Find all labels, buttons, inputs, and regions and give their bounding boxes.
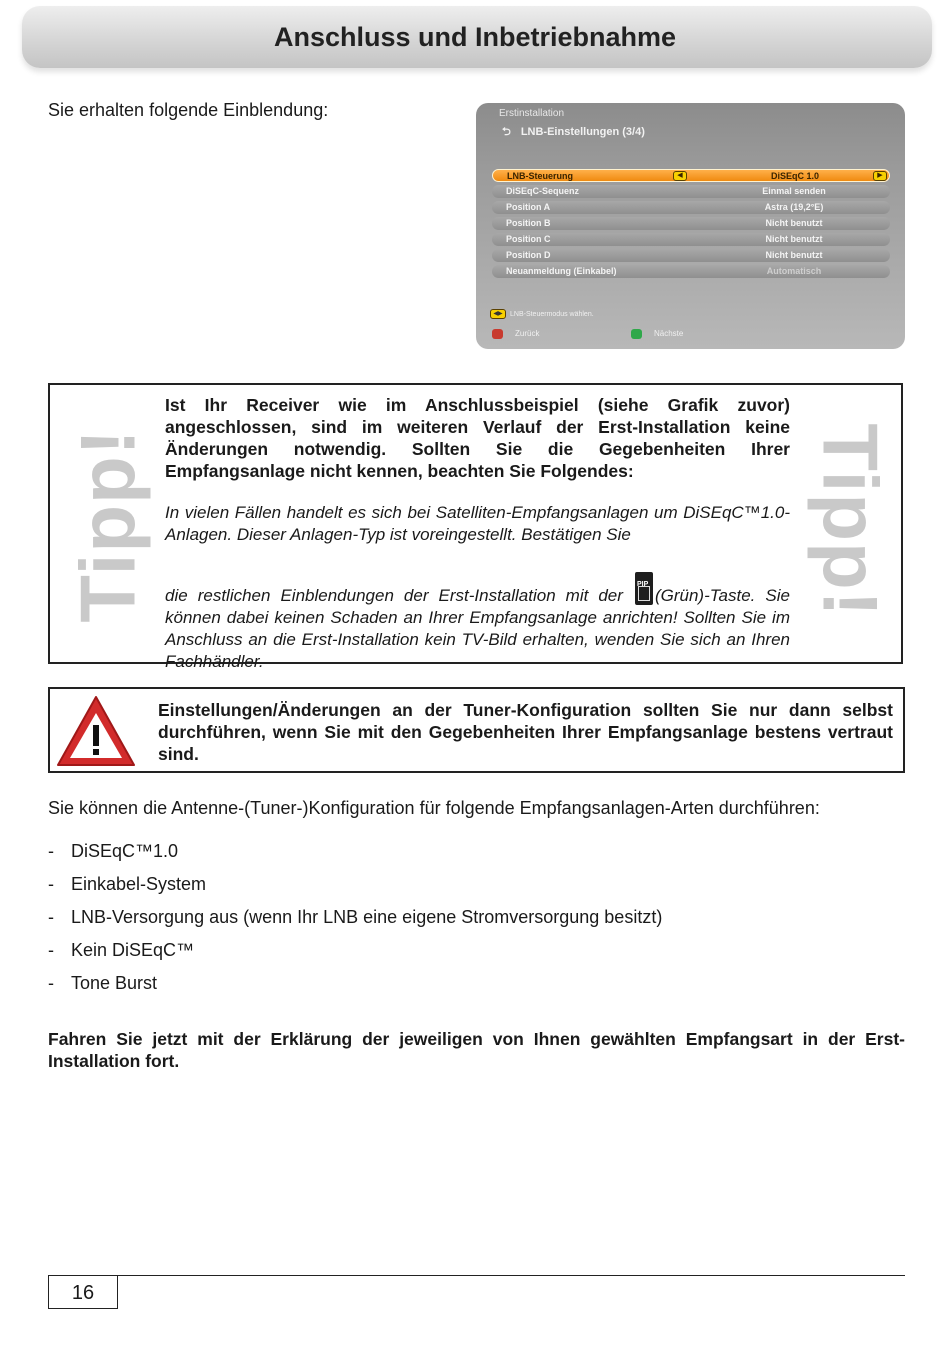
screen-hint bbox=[490, 309, 594, 319]
row-label: LNB-Steuerung bbox=[507, 171, 573, 181]
row-label: Position A bbox=[506, 202, 551, 212]
bullet: - bbox=[48, 907, 54, 927]
next-label: Nächste bbox=[654, 329, 684, 339]
back-arrow-icon: ⮌ bbox=[502, 126, 511, 138]
tip-watermark-left: Tipp! bbox=[63, 428, 152, 623]
row-value: Astra (19,2°E) bbox=[764, 202, 824, 212]
pip-key-icon bbox=[635, 572, 653, 605]
list-item-text: LNB-Versorgung aus (wenn Ihr LNB eine eigene Stromversorgung besitzt) bbox=[71, 907, 663, 927]
row-label: Position C bbox=[506, 234, 551, 244]
tip-italic-part: die restlichen Einblendungen der Erst-Installation mit der bbox=[165, 586, 623, 605]
hint-text: LNB-Steuermodus wählen. bbox=[510, 310, 594, 318]
bullet: - bbox=[48, 973, 54, 993]
row-value: Automatisch bbox=[766, 266, 822, 276]
intro-text: Sie erhalten folgende Einblendung: bbox=[48, 100, 329, 120]
warning-text: Einstellungen/Änderungen an der Tuner-Konfiguration sollten Sie nur dann selbst durchführen, wenn Sie mit den Gegebenheiten Ihrer Empfangsanlage bestens vertraut sind. bbox=[158, 700, 893, 764]
list-item-text: Tone Burst bbox=[71, 973, 158, 993]
bullet: - bbox=[48, 874, 54, 894]
settings-row[interactable] bbox=[492, 201, 890, 214]
bullet: - bbox=[48, 841, 54, 861]
settings-row[interactable] bbox=[492, 249, 890, 262]
page-number: 16 bbox=[48, 1275, 118, 1309]
settings-row[interactable] bbox=[492, 265, 890, 278]
left-right-key-icon: ◀▶ bbox=[490, 309, 506, 319]
back-button[interactable] bbox=[492, 329, 539, 339]
footer-rule bbox=[48, 1275, 905, 1276]
row-value: Einmal senden bbox=[762, 186, 826, 196]
row-label: DiSEqC-Sequenz bbox=[506, 186, 580, 196]
bullet: - bbox=[48, 940, 54, 960]
screen-subtitle bbox=[502, 123, 645, 142]
closing-note: Fahren Sie jetzt mit der Erklärung der jeweiligen von Ihnen gewählten Empfangsart in der Erst-Installation fort. bbox=[48, 1029, 905, 1071]
settings-row[interactable] bbox=[492, 185, 890, 198]
next-button[interactable] bbox=[631, 329, 683, 339]
tv-screenshot bbox=[476, 103, 905, 349]
screen-subtitle-text: LNB-Einstellungen (3/4) bbox=[520, 126, 645, 138]
row-value: DiSEqC 1.0 bbox=[770, 171, 819, 181]
row-value: Nicht benutzt bbox=[765, 250, 823, 260]
tip-box bbox=[48, 383, 903, 671]
list-item-text: DiSEqC™1.0 bbox=[71, 841, 179, 861]
row-label: Position D bbox=[506, 250, 551, 260]
list-item-text: Kein DiSEqC™ bbox=[71, 940, 195, 960]
screen-title: Erstinstallation bbox=[499, 108, 565, 119]
settings-row[interactable] bbox=[492, 233, 890, 246]
green-key-icon bbox=[631, 329, 642, 339]
tip-italic-text: In vielen Fällen handelt es sich bei Satelliten-Empfangsanlagen um DiSEqC™1.0-Anlagen. Dieser Anlagen-Typ ist voreingestellt. Bestätigen Sie bbox=[165, 503, 790, 544]
arrow-left-icon[interactable]: ◀ bbox=[673, 171, 687, 181]
settings-row-lnb-steuerung[interactable] bbox=[492, 169, 890, 182]
back-label: Zurück bbox=[515, 329, 540, 339]
warning-triangle-icon bbox=[54, 693, 138, 769]
page-title: Anschluss und Inbetriebnahme bbox=[273, 22, 677, 52]
row-value: Nicht benutzt bbox=[765, 234, 823, 244]
tip-bold-text: Ist Ihr Receiver wie im Anschlussbeispiel (siehe Grafik zuvor) angeschlossen, sind im weiteren Verlauf der Erst-Installation keine Änderungen notwendig. Sollten Sie die Gegebenheiten Ihrer Empfangsanlage nicht kennen, beachten Sie Folgendes: bbox=[165, 395, 790, 481]
tip-italic-part: (Grün)-Taste. Sie können dabei keinen Schaden an Ihrer Empfangsanlage anrichten! Sollten Sie im Anschluss an die Erst-Installation kein TV-Bild erhalten, wenden Sie sich an Ihren Fachhändler. bbox=[165, 586, 790, 671]
settings-row[interactable] bbox=[492, 217, 890, 230]
tip-italic-text-2 bbox=[165, 572, 790, 673]
pip-key-label: PIP bbox=[636, 581, 649, 588]
list-item-text: Einkabel-System bbox=[71, 874, 207, 894]
row-label: Neuanmeldung (Einkabel) bbox=[506, 266, 617, 276]
arrow-right-icon[interactable]: ▶ bbox=[873, 171, 887, 181]
warning-box bbox=[48, 687, 905, 773]
row-label: Position B bbox=[506, 218, 551, 228]
red-key-icon bbox=[492, 329, 503, 339]
settings-list bbox=[492, 169, 890, 281]
tip-watermark-right: Tipp! bbox=[806, 423, 895, 618]
row-value: Nicht benutzt bbox=[765, 218, 823, 228]
config-paragraph: Sie können die Antenne-(Tuner-)Konfiguration für folgende Empfangsanlagen-Arten durchführen: bbox=[48, 798, 820, 818]
